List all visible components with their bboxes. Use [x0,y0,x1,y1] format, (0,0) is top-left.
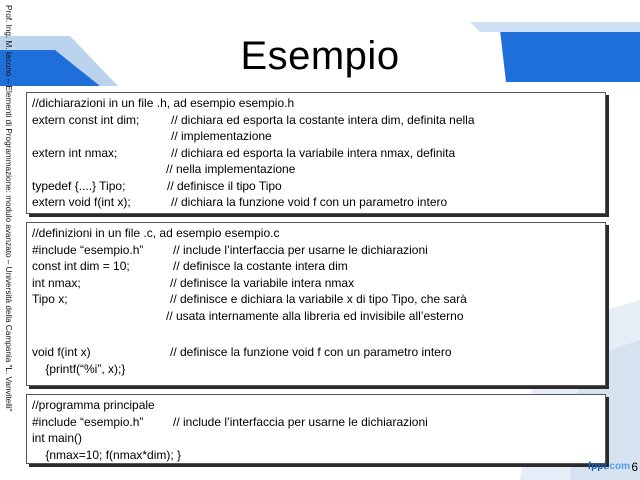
code-text: int nmax; [32,275,81,290]
code-line [27,112,605,129]
code-text: //dichiarazioni in un file .h, ad esempio esempio.h [32,96,295,110]
code-line [27,344,605,361]
code-line [27,397,605,414]
code-line [27,194,605,211]
code-text: void f(int x) [32,345,91,359]
code-line [27,275,605,292]
code-text: typedef {....} Tipo; [32,178,126,193]
code-text: extern const int dim; [32,112,140,127]
page-number: 6 [631,460,638,474]
code-line [27,430,605,447]
code-line-blank [27,324,605,344]
code-text: extern void f(int x); [32,195,131,209]
code-line [27,145,605,162]
code-line [27,128,605,145]
code-comment: // definisce la variabile intera nmax [170,275,355,290]
code-comment: // definisce la funzione void f con un parametro intero [170,345,452,359]
code-comment: // definisce e dichiara la variabile x di tipo Tipo, che sarà [170,292,467,306]
code-comment: // implementazione [171,129,272,143]
sidebar-credit: Prof. Ing. M. Iacono – Elementi di Programmazione: modulo avanzato – Università della Campania "L. Vanvitelli" [4,5,13,412]
code-comment: // dichiara ed esporta la costante intera dim, definita nella [171,112,475,127]
code-line [27,361,605,378]
code-text: //definizioni in un file .c, ad esempio esempio.c [32,226,280,240]
code-text: #include “esempio.h” [32,414,144,429]
code-text: //programma principale [32,398,155,412]
fppt-logo [588,461,630,472]
code-text: int main() [32,431,83,445]
code-box-header [26,92,606,214]
code-comment: // definisce la costante intera dim [173,259,348,273]
code-comment: // nella implementazione [166,162,296,176]
code-line [27,414,605,431]
code-line [27,95,605,112]
logo-name: fppt [587,461,607,472]
code-comment: // definisce il tipo Tipo [167,178,282,193]
code-line [27,447,605,464]
code-line [27,308,605,325]
code-box-main [26,394,606,464]
code-text: {nmax=10; f(nmax*dim); } [32,447,182,462]
code-line [27,161,605,178]
code-comment: // dichiara la funzione void f con un parametro intero [171,195,448,209]
code-line [27,258,605,275]
code-text: Tipo x; [32,292,68,306]
code-line [27,291,605,308]
code-text: #include “esempio.h” [32,242,144,257]
code-comment: // include l’interfaccia per usarne le dichiarazioni [173,414,428,429]
code-comment: // include l’interfaccia per usarne le dichiarazioni [173,242,428,257]
code-box-implementation [26,222,606,386]
code-text: extern int nmax; [32,145,118,160]
code-comment: // dichiara ed esporta la variabile intera nmax, definita [171,145,456,160]
logo-domain: .com [606,461,630,472]
code-line [27,225,605,242]
code-text: const int dim = 10; [32,259,130,273]
code-line [27,242,605,259]
slide-title: Esempio [240,34,400,78]
code-comment: // usata internamente alla libreria ed invisibile all’esterno [166,308,464,323]
code-text: {printf(“%i”, x);} [32,361,126,376]
code-line [27,178,605,195]
